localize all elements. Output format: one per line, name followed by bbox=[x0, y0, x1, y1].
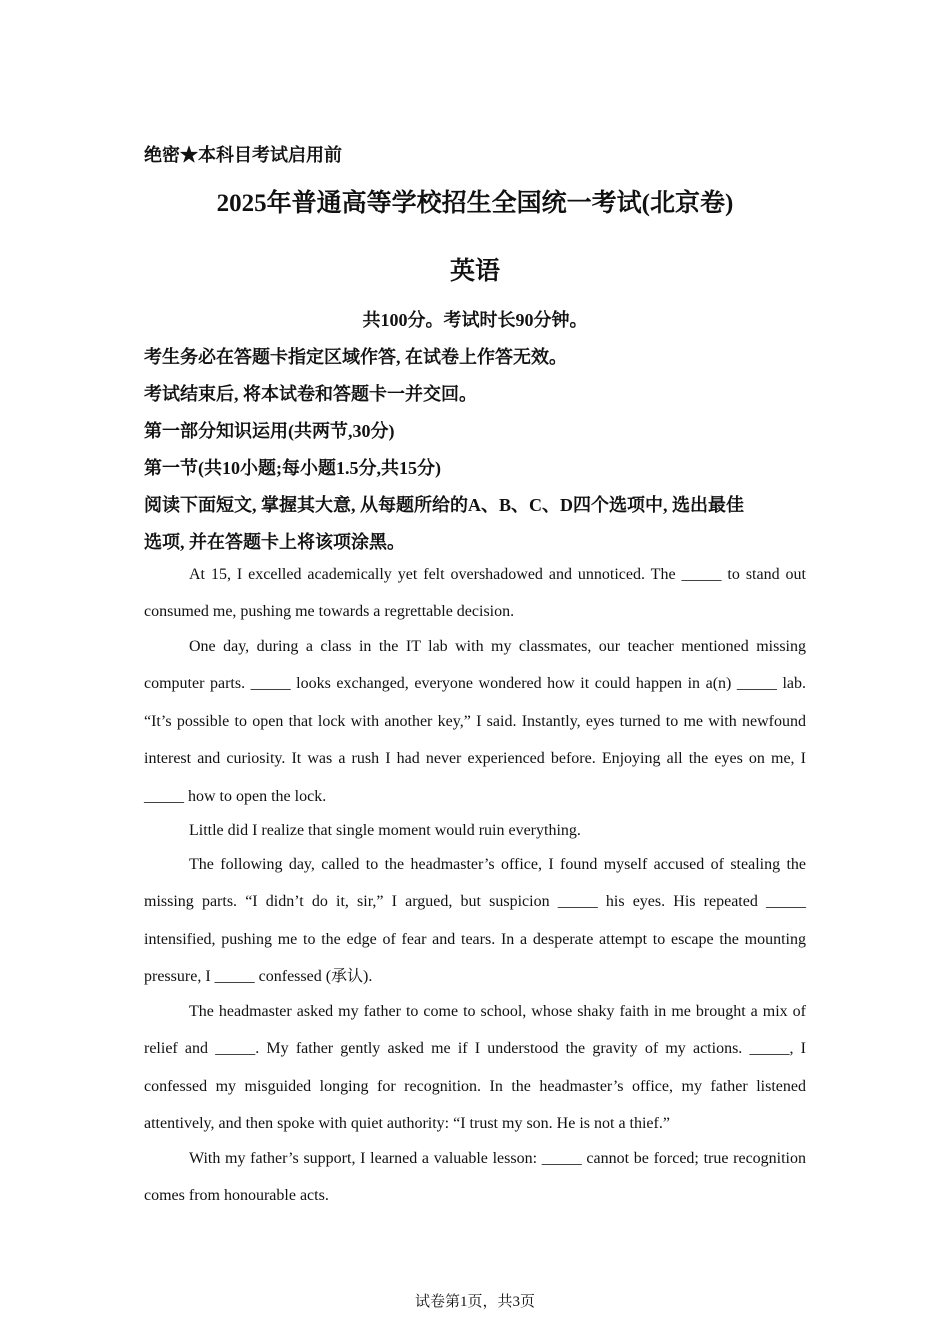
directions-line-2: 选项, 并在答题卡上将该项涂黑。 bbox=[144, 532, 405, 552]
passage-paragraph-1: At 15, I excelled academically yet felt overshadowed and unnoticed. The _____ to stand out consumed me, pushing me towards a regrettable decision. bbox=[144, 566, 806, 621]
instruction-answer-area: 考生务必在答题卡指定区域作答, 在试卷上作答无效。 bbox=[144, 347, 567, 367]
passage-paragraph-3: Little did I realize that single moment would ruin everything. bbox=[189, 822, 581, 839]
subject-title: 英语 bbox=[449, 258, 500, 285]
part-one-heading: 第一部分知识运用(共两节,30分) bbox=[144, 421, 395, 441]
exam-title: 2025年普通高等学校招生全国统一考试(北京卷) bbox=[216, 190, 734, 217]
passage-paragraph-5: The headmaster asked my father to come to school, whose shaky faith in me brought a mix of relief and _____. My father gently asked me if I understood the gravity of my actions. _____, I confessed my misguided longing for recognition. In the headmaster’s office, my father listened attentively, and then spoke with quiet authority: “I trust my son. He is not a thief.” bbox=[144, 1003, 806, 1133]
page-footer: 试卷第1页，共3页 bbox=[414, 1294, 535, 1310]
exam-info: 共100分。考试时长90分钟。 bbox=[362, 310, 588, 330]
confidential-label: 绝密★本科目考试启用前 bbox=[144, 145, 342, 165]
section-one-heading: 第一节(共10小题;每小题1.5分,共15分) bbox=[144, 458, 441, 478]
instruction-hand-in: 考试结束后, 将本试卷和答题卡一并交回。 bbox=[144, 384, 477, 404]
directions-line-1: 阅读下面短文, 掌握其大意, 从每题所给的A、B、C、D四个选项中, 选出最佳 bbox=[144, 495, 744, 515]
passage-paragraph-6: With my father’s support, I learned a valuable lesson: _____ cannot be forced; true recognition comes from honourable acts. bbox=[144, 1150, 806, 1205]
passage-paragraph-2: One day, during a class in the IT lab with my classmates, our teacher mentioned missing computer parts. _____ looks exchanged, everyone wondered how it could happen in a(n) _____ lab. “It’s possible to open that lock with another key,” I said. Instantly, eyes turned to me with newfound interest and curiosity. It was a rush I had never experienced before. Enjoying all the eyes on me, I _____ how to open the lock. bbox=[144, 638, 806, 805]
passage-paragraph-4: The following day, called to the headmaster’s office, I found myself accused of stealing the missing parts. “I didn’t do it, sir,” I argued, but suspicion _____ his eyes. His repeated _____ intensified, pushing me to the edge of fear and tears. In a desperate attempt to escape the mounting pressure, I _____ confessed (承认). bbox=[144, 856, 806, 986]
